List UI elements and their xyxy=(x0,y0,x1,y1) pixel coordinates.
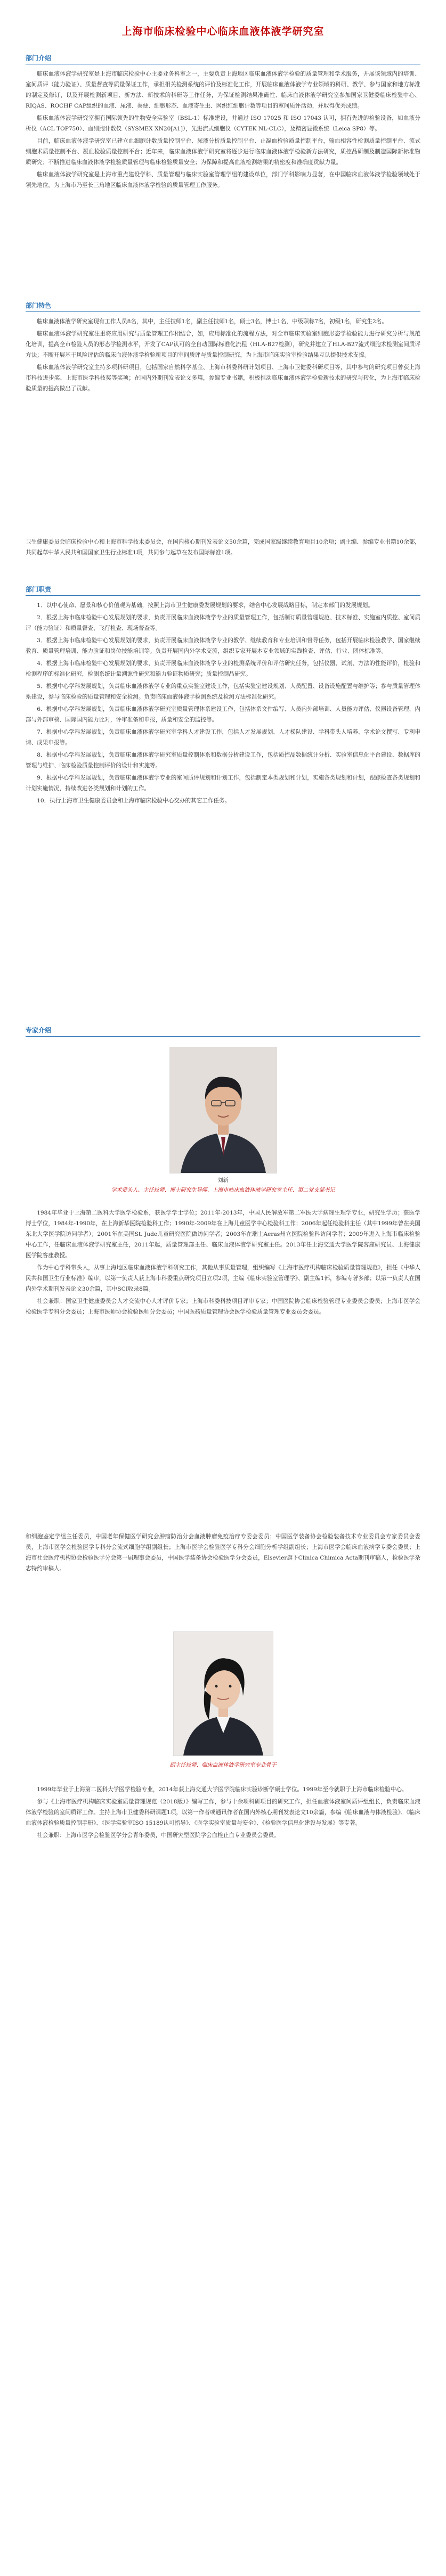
duty-item: 8．根据中心学科发展规划，负责临床血液体液学研究室质量控制体系和数据分析建设工作，包括质控品数据统计分析、实验室信息化平台建设、数据库的管理与维护、临床检验质量控制评价的设计和实施等。 xyxy=(26,752,420,769)
expert-2-paragraph: 1999年毕业于上海第二医科大学医学检验专业，2014年获上海交通大学医学院临床实验诊断学硕士学位。1999年至今就职于上海市临床检验中心。 xyxy=(37,1786,408,1793)
document-title: 上海市临床检验中心临床血液体液学研究室 xyxy=(121,26,325,37)
expert-1-bio xyxy=(26,1208,420,1319)
expert-2-bio xyxy=(26,1784,420,1842)
duty-item: 6．根据中心学科发展规划，负责临床血液体液学研究室质量管理体系建设工作，包括体系文件编写、人员内外部培训、人员能力评估、仪器设备管理，内部与外部审核、国际国内能力比对，评审准备和申报，质量和安全的监控等。 xyxy=(26,706,420,723)
duty-item: 10．执行上海市卫生健康委员会和上海市临床检验中心交办的其它工作任务。 xyxy=(37,798,231,804)
expert-2-photo xyxy=(173,1631,273,1756)
continuation-paragraph: 卫生健康委员会临床检验中心和上海市科学技术委员会，在国内核心期刊发表论文50余篇，完成国家级继续教育项目10余项；副主编、参编专业书籍10余部，共同起草中华人民共和国国家卫生行业标准1项，共同参与起草在发布国际标准1项。 xyxy=(26,539,420,556)
expert-1-paragraph: 1984年毕业于上海第二医科大学医学检验系，获医学学士学位；2011年-2013年，中国人民解放军第二军医大学病理生理学专业，研究生学历；获医学博士学位，1984年-1990年，在上海新华医院检验科工作；1990年-2009年在上海儿童医学中心检验科工作；2006年起任检验科主任（其中1999年曾在美国东北大学医学院访问学者）；2001年在美国St. Jude儿童研究医院做访问学者；2003年在瑞士Aeras州立医院检验科访问学者；2009年进入上海市临床检验中心工作，任临床血液体液学研究室主任，2011年起，质量管理部主任、临床血液体液学研究室主任。2013年任上海交通大学医学院客座研究员、上海健康医学院客座教授。 xyxy=(26,1210,420,1259)
duty-item: 7．根据中心学科发展规划，负责临床血液体液学研究室学科人才建设工作，包括人才发展规划、人才梯队建设、学科带头人培养、学术论文撰写、专利申请、成果申报等。 xyxy=(26,729,420,746)
duty-section xyxy=(26,585,420,808)
duties-panel xyxy=(0,515,446,962)
duty-item: 9．根据中心学科发展规划，负责临床血液体液学专业的室间质评规划和计划工作，包括制定本类规划和计划，实施各类规划和计划，跟踪检查各类规划和计划实施情况，持续改进各类规划和计划的工作。 xyxy=(26,775,420,792)
duty-heading: 部门职责 xyxy=(26,585,420,596)
portrait-image xyxy=(170,1047,277,1173)
intro-section xyxy=(26,53,420,192)
expert-1-name: 刘新 xyxy=(217,1178,229,1184)
duty-item: 2．根据上海市临床检验中心发展规划的要求，负责开展临床血液体液学专业的质量管理工作，包括制订质量管理规范、技术标准、实施室内质控、室间质评（能力验证）和质量督查、飞行检查、现场督查等。 xyxy=(26,614,420,631)
expert-1-photo xyxy=(169,1047,277,1174)
expert-1-paragraph: 社会兼职：国家卫生健康委员会人才交流中心人才评价专家；上海市科委科技项目评审专家；中国医院协会临床检验管理专业委员会委员；上海市医学会检验医学专科分会委员；上海市医师协会检验医师分会委员；中国医药质量管理协会医学检验质量管理专业委员会委员。 xyxy=(26,1298,420,1315)
expert-1-caption: 学术带头人、主任技师、博士研究生导师、上海市临床血液体液学研究室主任、第二党支部书记 xyxy=(111,1187,335,1193)
duty-item: 3．根据上海市临床检验中心发展规划的要求，负责开展临床血液体液学专业的教学、继续教育和专业培训和督导任务，包括开展临床检验教学、国家继续教育、质量管理培训、能力验证和岗位技能培训等。负责开展国内外学术交流，组织专家开展本专业领域的实践检查、评估、行业、团体标准等。 xyxy=(26,637,420,654)
duty-item: 5．根据中心学科发展规划，负责临床血液体液学专业的重点实验室建设工作，包括实验室建设规划、人员配置、设备设施配置与维护等；参与质量管理体系建设，参与临床检验的质量管理和安全检测。负责临床血液体液学检测系统及检测方法标准化研究。 xyxy=(26,683,420,700)
portrait-image xyxy=(174,1632,273,1755)
continuation-paragraph: 和细胞鉴定学组主任委员，中国老年保健医学研究会肿瘤防治分会血液肿瘤免疫治疗专委会委员；中国医学装备协会检验装备技术专业委员会专家委员会委员，上海市医学会检验医学专科分会流式细胞学组副组长；上海市医学会检验医学专科分会细胞分析学组副组长；上海市医学会临床血液病学专委会委员；上海市社会医疗机构协会检验医学分会第一届理事会委员，中国医学装备协会检验医学分会委员，Elsevier旗下Clinica Chimica Acta期刊审稿人，检验医学杂志特约审稿人。 xyxy=(26,1533,420,1572)
expert-section xyxy=(26,1026,420,1041)
expert-2-paragraph: 社会兼职：上海市医学会检验医学分会青年委员，中国研究型医院学会血栓止血专业委员会委员。 xyxy=(37,1832,280,1839)
intro-heading: 部门介绍 xyxy=(26,53,420,64)
duty-item: 1．以中心使命、愿景和核心价值观为基础，按照上海市卫生健康委发展规划的要求，结合中心发展战略目标，制定本部门的发展规划。 xyxy=(37,602,374,609)
expert-heading: 专家介绍 xyxy=(26,1026,420,1037)
expert-panel-1 xyxy=(0,1010,446,1467)
expert-1-paragraph: 作为中心学科带头人，从事上海地区临床血液体液学科研究工作，其他从事质量管理，组织编写《上海市医疗机构临床检验质量管理规范》，担任《中华人民共和国卫生行业标准》编审，以第一负责人获上海市科委重点研究项目立项2项，主编《临床实验室管理学》、副主编1部，参编专著多部；以第一负责人在国内外学术期刊发表论文30余篇，其中SCI收录8篇。 xyxy=(26,1265,420,1292)
feature-paragraph: 临床血液体液学研究室现有工作人员8名，其中，主任技师1名，副主任技师1名，硕士3名，博士1名，中级职称7名，初级1名，研究生2名。 xyxy=(37,318,387,325)
feature-paragraph: 临床血液体液学研究室主持多项科研项目，包括国家自然科学基金、上海市科委科研计划项目、上海市卫健委科研项目等，其中参与的研究项目曾获上海市科技进步奖、上海市医学科技奖等奖项；在国内外期刊发表论文多篇，参编专业书籍，积极推动临床血液体液学检验新技术的研究与转化，为上海市临床检验质量的提高做出了贡献。 xyxy=(26,364,420,392)
intro-paragraph: 临床血液体液学研究室拥有国际领先的生物安全实验室（BSL-1）标准建设，并通过 ISO 17025 和 ISO 17043 认可，拥有先进的检验设备，如血液分析仪（ACL TOP750）、血细胞计数仪（SYSMEX XN20[A1]），先进流式细胞仪（CYTEK NL-CLC），及精密显微系统（Leica SP8）等。 xyxy=(26,115,420,132)
feature-section xyxy=(26,301,420,396)
expert-1-continuation xyxy=(26,1531,420,1576)
intro-paragraph: 目前，临床血液体液学研究室已建立血细胞计数质量控制平台、尿液分析质量控制平台、止凝血检验质量控制平台，输血相容性检测质量控制平台、流式细胞术质量控制平台、凝血检验质量控制平台；近年来，临床血液体液学研究室将逐步进行临床血液体液学检验新方法研究，质控品研制及制造国际新标准物质研究；不断推进临床血液体液学检验质量管理与临床检验质量安全；为保障和提高血液检测结果的精密度和准确度贡献力量。 xyxy=(26,138,420,166)
expert-2-paragraph: 参与《上海市医疗机构临床实验室质量管理规范（2018版）》编写工作，参与十余项科研项目的研究工作，担任血液体液室间质评组组长，负责临床血液体液学检验的室间质评工作。主持上海市卫健委科研课题1项，以第一作者或通讯作者在国内外核心期刊发表论文10余篇，参编《临床血液与体液检验》、《临床血液体液检验质量控制手册》、《医学实验室ISO 15189认可指导》、《医学实验室质量与安全》、《检验医学信息化建设与发展》等专著。 xyxy=(26,1799,420,1826)
intro-paragraph: 临床血液体液学研究室是上海市重点建设学科、质量管理与临床实验室管理学组的建设单位，部门学科影响力显著，在中国临床血液体液学检验领域处于领先地位。为上海市乃至长三角地区临床血液体液学检验的质量管理工作服务。 xyxy=(26,171,420,188)
continuation-block xyxy=(26,537,420,560)
duty-item: 4．根据上海市临床检验中心发展规划的要求，负责开展临床血液体液学专业的检测系统评价和评估研究任务，包括仪器、试剂、方法的性能评价，检验和检测程序的标准化研究，检测系统计量溯源性研究和能力验证物质研究；质量控制品研究。 xyxy=(26,660,420,677)
feature-heading: 部门特色 xyxy=(26,301,420,312)
expert-panel-2 xyxy=(0,1510,446,2044)
intro-paragraph: 临床血液体液学研究室是上海市临床检验中心主要业务科室之一，主要负责上海地区临床血液体液学检验的质量管理和学术服务，开展该领域内的培训、室间质评（能力验证）、质量督查等质量保证工作，承担相关检测系统的评价及标准化工作，开展临床血液体液学专业领域的科研、教学、参与国家和地方标准的制定及修订，以及开展检测新项目、新方法、新技术的科研等工作任务，为保证检测结果准确性、临床血液体液学研究室参加国家卫健委临床检验中心、RIQAS、ROCHF CAP组织的血液、尿液、粪便、细胞形态、血液寄生虫、网织红细胞计数等项目的室间质评活动，并取得优秀成绩。 xyxy=(26,71,420,109)
intro-panel xyxy=(0,0,446,467)
expert-2-caption: 副主任技师、临床血液体液学研究室专业骨干 xyxy=(169,1762,277,1768)
feature-paragraph: 临床血液体液学研究室注重将应用研究与质量管理工作相结合，如，应用标准化的流程方法，对全市临床实验室细胞形态学检验能力进行研究分析与规范化培训，提高全市检验人员的形态学检测水平，开发了CAP认可的全自动国际标准化流程（HLA-B27检测），研究并建立了HLA-B27流式细胞术检测室间质评方法；不断开展基于风险评估的临床血液体液学检验新项目的室间质评与质量控制研究，为上海市临床实验室检验结果互认提供技术支撑。 xyxy=(26,331,420,358)
